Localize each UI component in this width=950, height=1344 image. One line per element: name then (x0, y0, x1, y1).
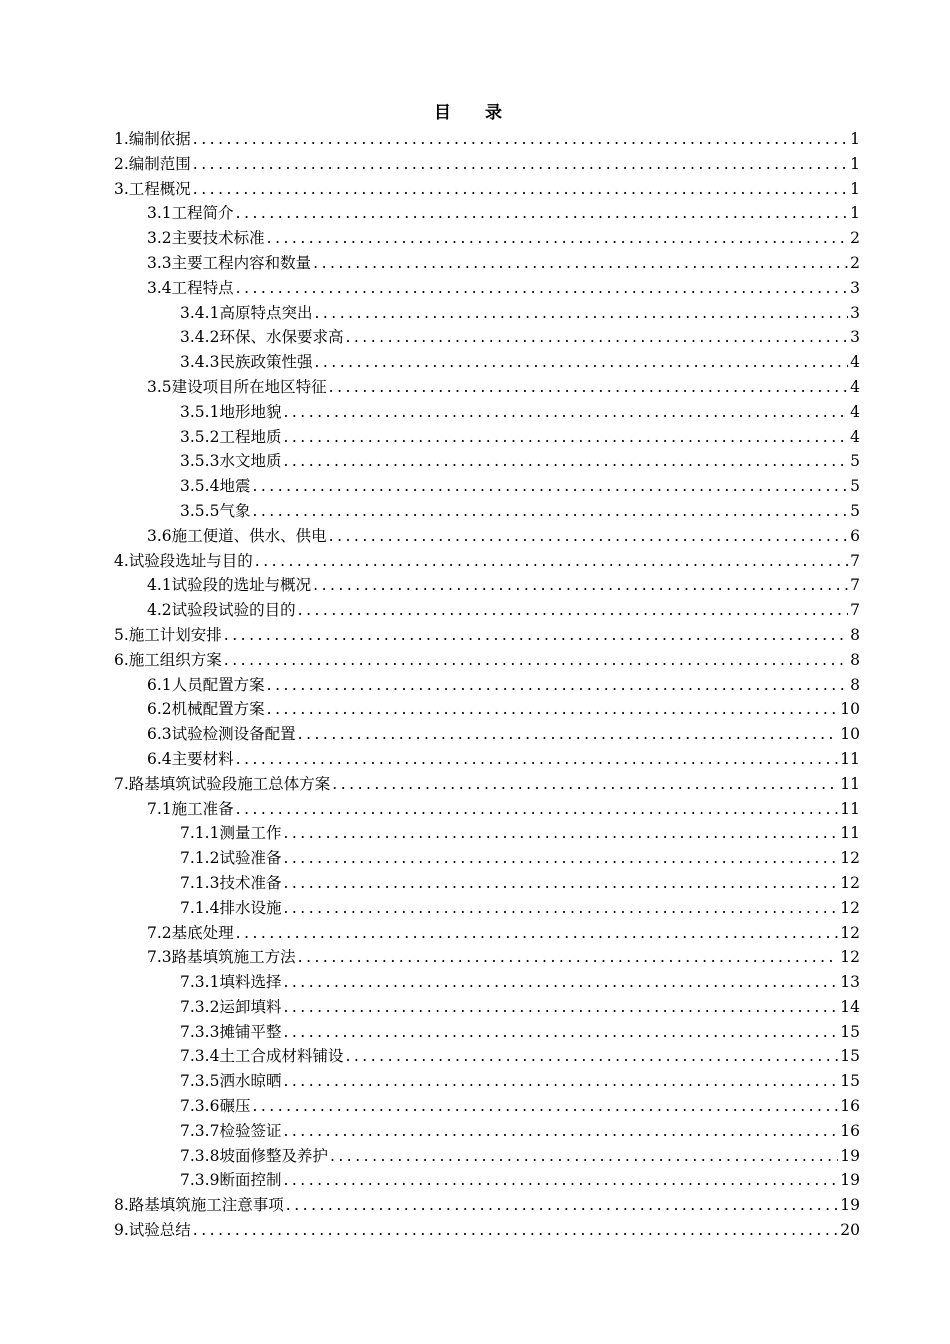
toc-entry[interactable] (114, 301, 860, 326)
toc-dot-leader (283, 896, 838, 921)
toc-entry-page-number: 11 (840, 799, 860, 818)
toc-entry-page-number: 3 (850, 278, 860, 297)
toc-dot-leader (193, 127, 848, 152)
toc-entry-page-number: 7 (850, 601, 860, 620)
toc-entry[interactable] (114, 970, 860, 995)
toc-entry[interactable] (114, 152, 860, 177)
toc-entry-label: 3.6施工便道、供水、供电 (147, 526, 327, 545)
toc-dot-leader (283, 1020, 838, 1045)
toc-entry[interactable] (114, 1144, 860, 1169)
toc-entry-page-number: 3 (850, 303, 860, 322)
toc-dot-leader (283, 1069, 838, 1094)
toc-dot-leader (283, 449, 848, 474)
toc-entry[interactable] (114, 673, 860, 698)
toc-entry-label: 3.4.2环保、水保要求高 (180, 328, 344, 347)
toc-entry-label: 6.4主要材料 (147, 749, 234, 768)
toc-entry[interactable] (114, 449, 860, 474)
toc-dot-leader (283, 1119, 838, 1144)
toc-entry-page-number: 8 (850, 675, 860, 694)
toc-dot-leader (332, 772, 838, 797)
toc-entry-label: 3.5.3水文地质 (180, 452, 282, 471)
toc-entry-page-number: 11 (840, 749, 860, 768)
toc-entry[interactable] (114, 499, 860, 524)
toc-entry-page-number: 10 (840, 700, 860, 719)
toc-dot-leader (283, 821, 838, 846)
toc-entry-page-number: 20 (840, 1221, 860, 1240)
toc-entry-label: 7.3.2运卸填料 (180, 997, 282, 1016)
toc-entry-label: 6.3试验检测设备配置 (147, 725, 296, 744)
toc-entry-page-number: 16 (840, 1097, 860, 1116)
toc-entry-label: 7.1.2试验准备 (180, 849, 282, 868)
toc-entry-page-number: 11 (840, 774, 860, 793)
toc-entry[interactable] (114, 425, 860, 450)
toc-entry[interactable] (114, 474, 860, 499)
toc-entry-page-number: 4 (850, 427, 860, 446)
toc-entry-label: 4.1试验段的选址与概况 (147, 576, 312, 595)
toc-entry-page-number: 16 (840, 1121, 860, 1140)
toc-entry-page-number: 5 (850, 452, 860, 471)
toc-dot-leader (224, 648, 848, 673)
toc-entry[interactable] (114, 350, 860, 375)
toc-entry-label: 6.2机械配置方案 (147, 700, 265, 719)
toc-entry[interactable] (114, 648, 860, 673)
toc-dot-leader (329, 524, 848, 549)
toc-entry[interactable] (114, 1069, 860, 1094)
toc-entry[interactable] (114, 921, 860, 946)
toc-entry-label: 6.1人员配置方案 (147, 675, 265, 694)
toc-dot-leader (283, 846, 838, 871)
toc-entry-page-number: 12 (840, 898, 860, 917)
toc-entry-page-number: 15 (840, 1047, 860, 1066)
toc-entry-label: 3.4.3民族政策性强 (180, 353, 313, 372)
toc-dot-leader (298, 722, 839, 747)
toc-entry-page-number: 10 (840, 725, 860, 744)
toc-dot-leader (313, 251, 848, 276)
toc-entry-label: 6.施工组织方案 (114, 650, 222, 669)
toc-entry-page-number: 1 (850, 154, 860, 173)
toc-entry-label: 7.1施工准备 (147, 799, 234, 818)
toc-entry-label: 7.3.6碾压 (180, 1097, 251, 1116)
toc-entry[interactable] (114, 821, 860, 846)
toc-entry-page-number: 6 (850, 526, 860, 545)
toc-entry-label: 3.5.4地震 (180, 477, 251, 496)
toc-entry-label: 3.工程概况 (114, 179, 191, 198)
toc-dot-leader (283, 425, 848, 450)
toc-entry[interactable] (114, 1218, 860, 1243)
toc-entry-label: 7.1.4排水设施 (180, 898, 282, 917)
toc-entry-label: 1.编制依据 (114, 130, 191, 148)
toc-entry-page-number: 11 (840, 824, 860, 843)
toc-dot-leader (193, 152, 848, 177)
toc-entry-page-number: 19 (840, 1171, 860, 1190)
toc-dot-leader (283, 995, 838, 1020)
toc-entry-label: 3.5.1地形地貌 (180, 402, 282, 421)
toc-entry-label: 7.1.3技术准备 (180, 873, 282, 892)
toc-entry-label: 3.2主要技术标准 (147, 229, 265, 248)
toc-entry-label: 7.3.4土工合成材料铺设 (180, 1047, 344, 1066)
toc-entry-label: 7.3.7检验签证 (180, 1121, 282, 1140)
toc-dot-leader (267, 697, 839, 722)
toc-entry-page-number: 1 (850, 130, 860, 148)
toc-entry-label: 7.1.1测量工作 (180, 824, 282, 843)
toc-entry-label: 3.5.5气象 (180, 501, 251, 520)
toc-entry-label: 3.5建设项目所在地区特征 (147, 377, 327, 396)
toc-entry-label: 5.施工计划安排 (114, 625, 222, 644)
toc-entry-label: 7.3.1填料选择 (180, 973, 282, 992)
toc-entry-label: 7.3.3摊铺平整 (180, 1022, 282, 1041)
toc-dot-leader (298, 945, 839, 970)
toc-entry[interactable] (114, 1119, 860, 1144)
toc-entry[interactable] (114, 995, 860, 1020)
toc-dot-leader (286, 1193, 838, 1218)
toc-dot-leader (236, 201, 848, 226)
toc-entry-page-number: 14 (840, 997, 860, 1016)
toc-dot-leader (283, 1168, 838, 1193)
toc-dot-leader (255, 549, 848, 574)
toc-list (114, 127, 860, 1243)
toc-entry-label: 7.3.5洒水晾晒 (180, 1072, 282, 1091)
toc-entry-label: 7.3.9断面控制 (180, 1171, 282, 1190)
toc-entry-label: 7.2基底处理 (147, 923, 234, 942)
toc-entry[interactable] (114, 400, 860, 425)
toc-entry[interactable] (114, 797, 860, 822)
toc-dot-leader (283, 871, 838, 896)
toc-entry-page-number: 12 (840, 849, 860, 868)
toc-entry[interactable] (114, 1094, 860, 1119)
toc-entry[interactable] (114, 524, 860, 549)
toc-entry-page-number: 3 (850, 328, 860, 347)
toc-entry[interactable] (114, 127, 860, 152)
toc-dot-leader (236, 276, 848, 301)
toc-entry-label: 7.路基填筑试验段施工总体方案 (114, 774, 331, 793)
toc-entry-label: 9.试验总结 (114, 1221, 191, 1240)
toc-entry-page-number: 5 (850, 501, 860, 520)
toc-entry[interactable] (114, 201, 860, 226)
toc-dot-leader (267, 673, 848, 698)
toc-entry-page-number: 7 (850, 576, 860, 595)
toc-dot-leader (252, 499, 848, 524)
toc-entry[interactable] (114, 697, 860, 722)
toc-entry-page-number: 12 (840, 923, 860, 942)
toc-entry[interactable] (114, 251, 860, 276)
toc-entry-page-number: 5 (850, 477, 860, 496)
toc-entry[interactable] (114, 747, 860, 772)
toc-dot-leader (267, 226, 848, 251)
toc-entry-page-number: 8 (850, 650, 860, 669)
toc-entry[interactable] (114, 945, 860, 970)
toc-entry-page-number: 4 (850, 353, 860, 372)
toc-entry-label: 8.路基填筑施工注意事项 (114, 1196, 284, 1215)
toc-entry[interactable] (114, 1168, 860, 1193)
toc-entry[interactable] (114, 722, 860, 747)
toc-entry-label: 3.1工程简介 (147, 204, 234, 223)
toc-entry[interactable] (114, 573, 860, 598)
toc-dot-leader (330, 1144, 838, 1169)
toc-entry-label: 4.试验段选址与目的 (114, 551, 253, 570)
toc-entry[interactable] (114, 871, 860, 896)
toc-dot-leader (345, 1044, 838, 1069)
toc-entry-label: 7.3.8坡面修整及养护 (180, 1146, 328, 1165)
toc-dot-leader (252, 1094, 838, 1119)
toc-entry-page-number: 13 (840, 973, 860, 992)
toc-entry[interactable] (114, 1193, 860, 1218)
toc-entry-page-number: 8 (850, 625, 860, 644)
toc-dot-leader (252, 474, 848, 499)
toc-dot-leader (236, 747, 839, 772)
toc-dot-leader (193, 177, 848, 202)
toc-dot-leader (345, 325, 848, 350)
toc-entry[interactable] (114, 549, 860, 574)
toc-entry[interactable] (114, 375, 860, 400)
toc-dot-leader (298, 598, 848, 623)
toc-entry-page-number: 12 (840, 948, 860, 967)
toc-entry[interactable] (114, 598, 860, 623)
toc-entry[interactable] (114, 177, 860, 202)
toc-entry-label: 3.3主要工程内容和数量 (147, 253, 312, 272)
toc-dot-leader (314, 350, 848, 375)
toc-entry-page-number: 15 (840, 1072, 860, 1091)
toc-entry[interactable] (114, 1044, 860, 1069)
toc-entry-page-number: 1 (850, 179, 860, 198)
toc-dot-leader (193, 1218, 838, 1243)
toc-entry-label: 2.编制范围 (114, 154, 191, 173)
toc-entry-page-number: 2 (850, 229, 860, 248)
toc-dot-leader (314, 301, 848, 326)
toc-entry-page-number: 1 (850, 204, 860, 223)
toc-entry-label: 3.5.2工程地质 (180, 427, 282, 446)
toc-entry[interactable] (114, 772, 860, 797)
toc-title: 目 录 (434, 103, 516, 123)
toc-entry-page-number: 4 (850, 377, 860, 396)
toc-entry[interactable] (114, 276, 860, 301)
toc-entry-page-number: 19 (840, 1146, 860, 1165)
toc-entry[interactable] (114, 1020, 860, 1045)
toc-entry-label: 3.4工程特点 (147, 278, 234, 297)
toc-entry-page-number: 4 (850, 402, 860, 421)
toc-entry-page-number: 12 (840, 873, 860, 892)
toc-dot-leader (313, 573, 848, 598)
toc-entry[interactable] (114, 226, 860, 251)
toc-entry[interactable] (114, 846, 860, 871)
toc-dot-leader (329, 375, 848, 400)
toc-dot-leader (236, 797, 839, 822)
toc-entry-label: 7.3路基填筑施工方法 (147, 948, 296, 967)
toc-entry[interactable] (114, 623, 860, 648)
toc-entry-page-number: 19 (840, 1196, 860, 1215)
toc-entry-page-number: 2 (850, 253, 860, 272)
toc-entry-page-number: 7 (850, 551, 860, 570)
toc-entry-page-number: 15 (840, 1022, 860, 1041)
toc-dot-leader (236, 921, 839, 946)
toc-entry-label: 3.4.1高原特点突出 (180, 303, 313, 322)
toc-dot-leader (224, 623, 848, 648)
toc-dot-leader (283, 400, 848, 425)
toc-entry[interactable] (114, 896, 860, 921)
toc-entry[interactable] (114, 325, 860, 350)
toc-dot-leader (283, 970, 838, 995)
toc-entry-label: 4.2试验段试验的目的 (147, 601, 296, 620)
